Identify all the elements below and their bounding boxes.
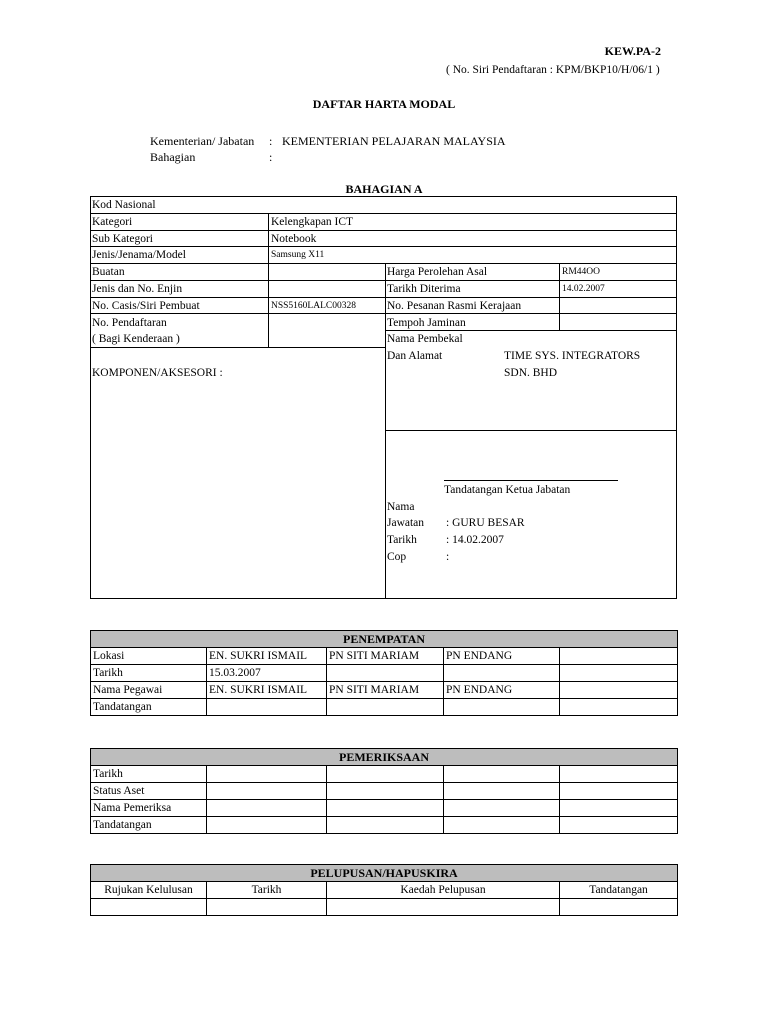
jawatan-value: : GURU BESAR (446, 517, 525, 529)
table-cell (327, 783, 444, 800)
table-cell (444, 665, 560, 682)
table-cell: Nama Pemeriksa (91, 800, 207, 817)
table-cell (327, 766, 444, 783)
table-cell (207, 699, 327, 716)
buatan-label: Buatan (92, 266, 125, 278)
table-cell (560, 699, 678, 716)
table-cell (560, 800, 678, 817)
table-cell: Tarikh (91, 766, 207, 783)
table-cell: Status Aset (91, 783, 207, 800)
penempatan-title: PENEMPATAN (91, 631, 678, 648)
ministry-block (150, 133, 506, 165)
table-cell: Tandatangan (91, 817, 207, 834)
table-header-cell: Tarikh (207, 882, 327, 899)
nama-label: Nama (387, 501, 415, 513)
penempatan-header-row (91, 631, 678, 648)
table-row (91, 899, 678, 916)
table-cell (207, 783, 327, 800)
table-cell (327, 899, 560, 916)
table-row (91, 648, 678, 665)
kementerian-row (150, 133, 506, 149)
kementerian-label: Kementerian/ Jabatan (150, 134, 255, 148)
table-cell: PN ENDANG (444, 648, 560, 665)
cop-value: : (446, 551, 450, 563)
pelupusan-table (90, 864, 678, 916)
table-header-cell: Tandatangan (560, 882, 678, 899)
pemeriksaan-table (90, 748, 678, 834)
jawatan-label: Jawatan (387, 517, 425, 529)
signature-caption: Tandatangan Ketua Jabatan (444, 484, 571, 496)
table-cell: Tarikh (91, 665, 207, 682)
pelupusan-header-row (91, 865, 678, 882)
table-cell (327, 800, 444, 817)
bahagian-label: Bahagian (150, 150, 196, 164)
table-row (91, 783, 678, 800)
table-row (91, 817, 678, 834)
table-header-cell: Kaedah Pelupusan (327, 882, 560, 899)
pemeriksaan-title: PEMERIKSAAN (91, 749, 678, 766)
pembekal-line1: TIME SYS. INTEGRATORS (504, 350, 641, 362)
table-cell (207, 766, 327, 783)
table-cell (560, 665, 678, 682)
kementerian-value: KEMENTERIAN PELAJARAN MALAYSIA (282, 134, 506, 148)
table-cell (327, 665, 444, 682)
table-cell (327, 699, 444, 716)
table-cell: PN SITI MARIAM (327, 648, 444, 665)
jenis-model-label: Jenis/Jenama/Model (92, 249, 186, 261)
bahagian-row (150, 149, 506, 165)
table-cell (444, 817, 560, 834)
table-cell (444, 766, 560, 783)
table-cell: EN. SUKRI ISMAIL (207, 682, 327, 699)
table-cell: Tandatangan (91, 699, 207, 716)
tarikh-value: : 14.02.2007 (446, 534, 504, 546)
tarikh-diterima-value: 14.02.2007 (562, 284, 605, 294)
table-cell (560, 899, 678, 916)
nama-pembekal-label: Nama Pembekal (387, 333, 463, 345)
table-cell: Lokasi (91, 648, 207, 665)
table-cell (91, 899, 207, 916)
tarikh-diterima-label: Tarikh Diterima (387, 283, 461, 295)
table-row (91, 682, 678, 699)
table-cell (207, 817, 327, 834)
pembekal-line2: SDN. BHD (504, 367, 558, 379)
document-title: DAFTAR HARTA MODAL (312, 97, 456, 111)
kod-nasional-label: Kod Nasional (92, 199, 156, 211)
table-row (91, 800, 678, 817)
tempoh-jaminan-label: Tempoh Jaminan (387, 317, 466, 329)
table-cell (327, 817, 444, 834)
table-cell (444, 800, 560, 817)
pelupusan-title: PELUPUSAN/HAPUSKIRA (91, 865, 678, 882)
dan-alamat-label: Dan Alamat (387, 350, 443, 362)
kategori-value: Kelengkapan ICT (271, 216, 354, 228)
no-casis-label: No. Casis/Siri Pembuat (92, 300, 200, 312)
jenis-enjin-label: Jenis dan No. Enjin (92, 283, 183, 295)
no-pendaftaran-label: No. Pendaftaran (92, 317, 167, 329)
penempatan-table (90, 630, 678, 716)
tarikh-label: Tarikh (387, 534, 417, 546)
table-cell (207, 899, 327, 916)
komponen-label: KOMPONEN/AKSESORI : (92, 367, 223, 379)
table-cell: Nama Pegawai (91, 682, 207, 699)
no-casis-value: NSS5160LALC00328 (271, 301, 356, 311)
table-cell: PN ENDANG (444, 682, 560, 699)
table-row (91, 882, 678, 899)
kategori-label: Kategori (92, 216, 133, 228)
table-row (91, 665, 678, 682)
harga-value: RM44OO (562, 267, 601, 277)
pemeriksaan-header-row (91, 749, 678, 766)
table-cell (560, 783, 678, 800)
table-cell: PN SITI MARIAM (327, 682, 444, 699)
jenis-model-value: Samsung X11 (271, 250, 325, 260)
no-pesanan-label: No. Pesanan Rasmi Kerajaan (387, 300, 522, 312)
kementerian-separator: : (269, 134, 273, 148)
harga-label: Harga Perolehan Asal (387, 266, 488, 278)
table-cell (560, 817, 678, 834)
form-code: KEW.PA-2 (604, 44, 661, 58)
table-cell: EN. SUKRI ISMAIL (207, 648, 327, 665)
table-row (91, 766, 678, 783)
sub-kategori-value: Notebook (271, 233, 317, 245)
signature-line (444, 480, 618, 481)
registration-serial: ( No. Siri Pendaftaran : KPM/BKP10/H/06/1 ) (446, 64, 660, 76)
table-cell (444, 699, 560, 716)
bahagian-a-title: BAHAGIAN A (345, 182, 423, 196)
bahagian-separator: : (269, 150, 273, 164)
bagi-kenderaan-label: ( Bagi Kenderaan ) (92, 333, 180, 345)
table-cell (560, 682, 678, 699)
cop-label: Cop (387, 551, 407, 563)
table-cell: 15.03.2007 (207, 665, 327, 682)
table-row (91, 699, 678, 716)
table-cell (560, 648, 678, 665)
table-cell (207, 800, 327, 817)
table-cell (560, 766, 678, 783)
sub-kategori-label: Sub Kategori (92, 233, 154, 245)
table-cell (444, 783, 560, 800)
table-header-cell: Rujukan Kelulusan (91, 882, 207, 899)
